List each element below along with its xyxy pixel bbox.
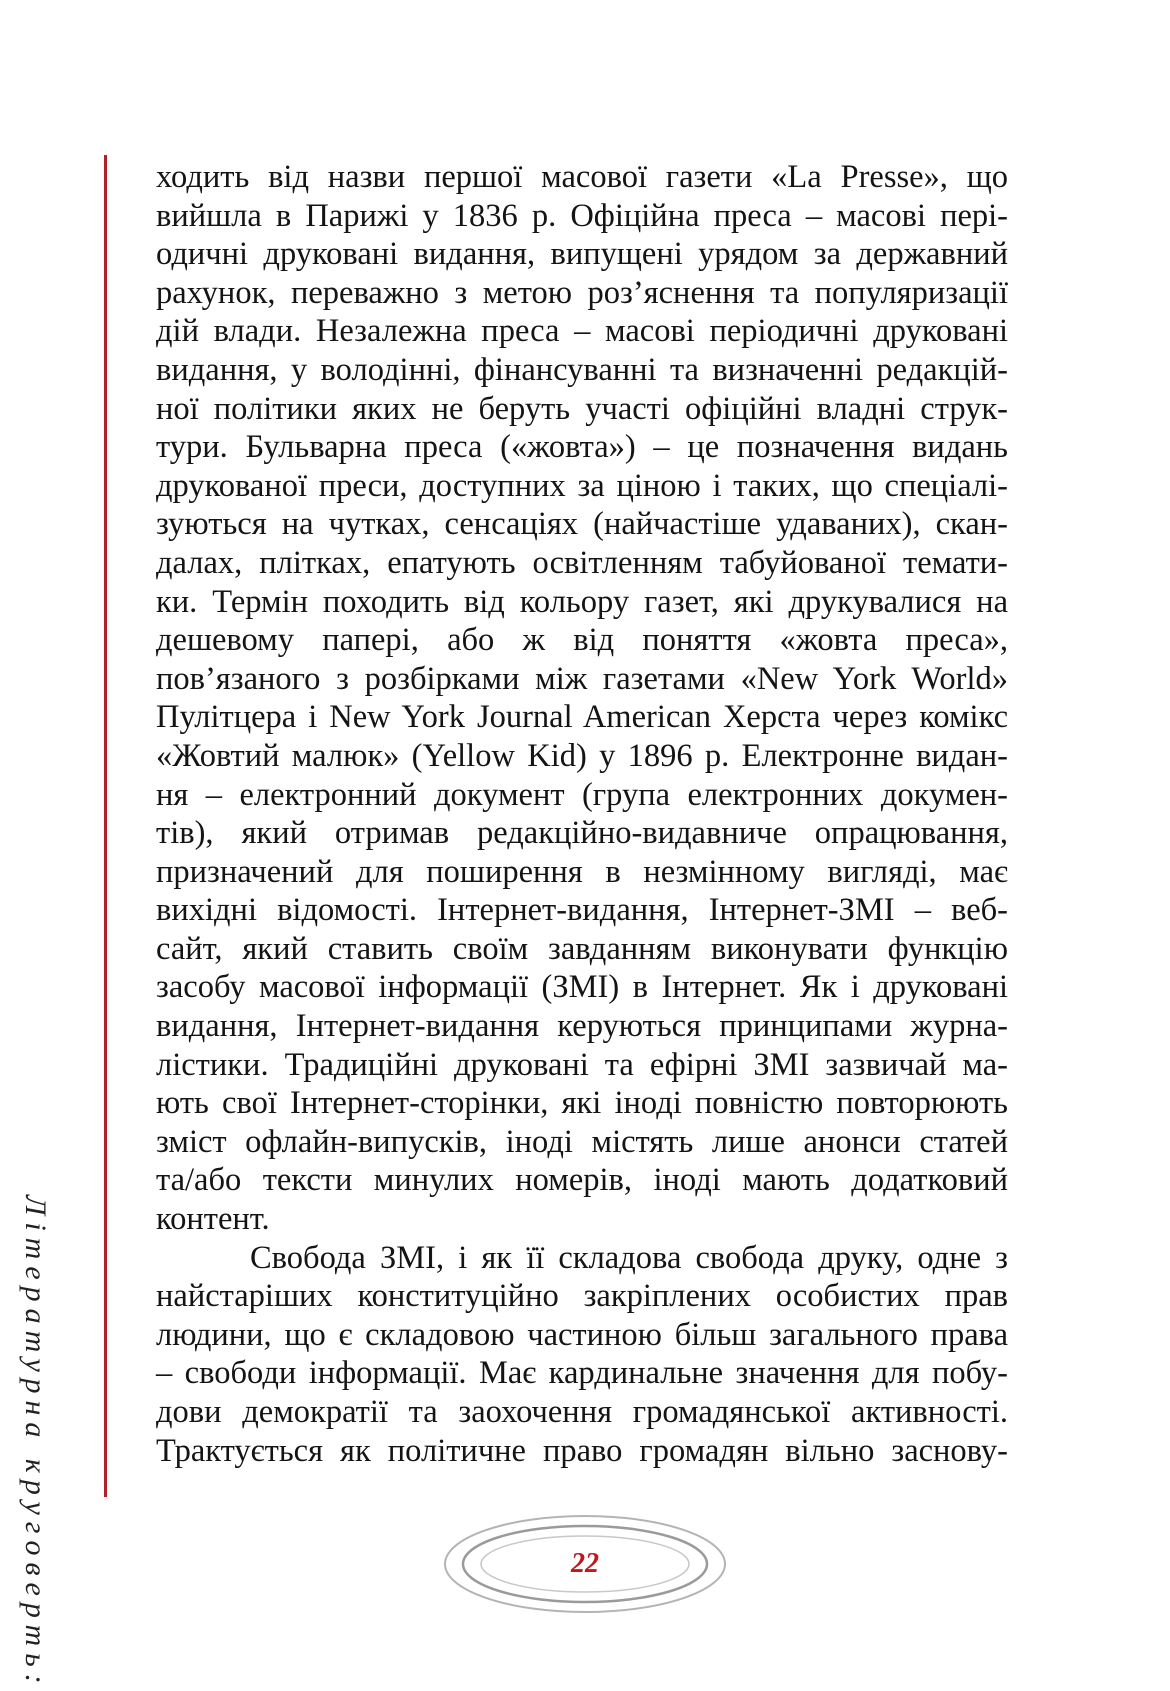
text-line: призначений для поширення в незмінному вигляді, має xyxy=(156,853,1008,890)
text-line: – свободи інформації. Має кардинальне значення для побу- xyxy=(156,1355,1008,1392)
page-number-badge xyxy=(442,1512,728,1616)
text-line: «Жовтий малюк» (Yellow Kid) у 1896 р. Електронне видан- xyxy=(156,737,1008,774)
text-line: дій влади. Незалежна преса – масові періодичні друковані xyxy=(156,313,1008,350)
text-line: дешевому папері, або ж від поняття «жовта преса», xyxy=(156,622,1008,659)
text-line: дови демократії та заохочення громадянської активності. xyxy=(156,1394,1008,1430)
body-text xyxy=(156,158,1008,1470)
text-line: ють свої Інтернет-сторінки, які іноді повністю повторюють xyxy=(156,1085,1008,1122)
text-line: пов’язаного з розбірками між газетами «New York World» xyxy=(156,660,1008,697)
text-line: далах, плітках, епатують освітленням табуйованої темати- xyxy=(156,544,1008,581)
page-number: 22 xyxy=(571,1548,599,1579)
text-line: друкованої преси, доступних за ціною і таких, що спеціалі- xyxy=(156,467,1008,504)
text-line: ної політики яких не беруть участі офіційні владні струк- xyxy=(156,390,1008,427)
text-line: вийшла в Парижі у 1836 р. Офіційна преса – масові пері- xyxy=(156,197,1008,234)
text-line: тури. Бульварна преса («жовта») – це позначення видань xyxy=(156,429,1008,466)
text-line: вихідні відомості. Інтернет-видання, Інтернет-ЗМІ – веб- xyxy=(156,892,1008,929)
text-line: сайт, який ставить своїм завданням виконувати функцію xyxy=(156,930,1008,967)
text-line: зуються на чутках, сенсаціях (найчастіше удаваних), скан- xyxy=(156,506,1008,543)
text-line: тів), який отримав редакційно-видавниче опрацювання, xyxy=(156,815,1008,852)
text-line: видання, Інтернет-видання керуються принципами журна- xyxy=(156,1008,1008,1045)
running-title: Літературна круговерть: xyxy=(19,1195,52,1691)
text-line: контент. xyxy=(156,1201,270,1238)
text-line: ходить від назви першої масової газети «La Presse», що xyxy=(156,159,1008,195)
text-line: засобу масової інформації (ЗМІ) в Інтернет. Як і друковані xyxy=(156,969,1008,1006)
text-line: ки. Термін походить від кольору газет, які друкувалися на xyxy=(156,583,1008,620)
text-line: лістики. Традиційні друковані та ефірні ЗМІ зазвичай ма- xyxy=(156,1046,1008,1083)
text-line: Свобода ЗМІ, і як її складова свобода друку, одне з xyxy=(250,1239,1008,1276)
text-line: ня – електронний документ (група електронних докумен- xyxy=(156,776,1008,813)
text-line: та/або тексти минулих номерів, іноді мають додатковий xyxy=(156,1162,1008,1199)
margin-rule xyxy=(104,155,107,1497)
text-line: Пулітцера і New York Journal American Херста через комікс xyxy=(156,699,1008,736)
text-line: рахунок, переважно з метою роз’яснення та популяризації xyxy=(156,274,1008,311)
text-line: видання, у володінні, фінансуванні та визначенні редакцій- xyxy=(156,351,1008,388)
text-line: зміст офлайн-випусків, іноді містять лише анонси статей xyxy=(156,1123,1008,1160)
text-line: одичні друковані видання, випущені урядом за державний xyxy=(156,236,1008,273)
text-line: найстаріших конституційно закріплених особистих прав xyxy=(156,1278,1008,1315)
text-line: Трактується як політичне право громадян вільно заснову- xyxy=(156,1432,1008,1469)
text-line: людини, що є складовою частиною більш загального права xyxy=(156,1316,1008,1353)
